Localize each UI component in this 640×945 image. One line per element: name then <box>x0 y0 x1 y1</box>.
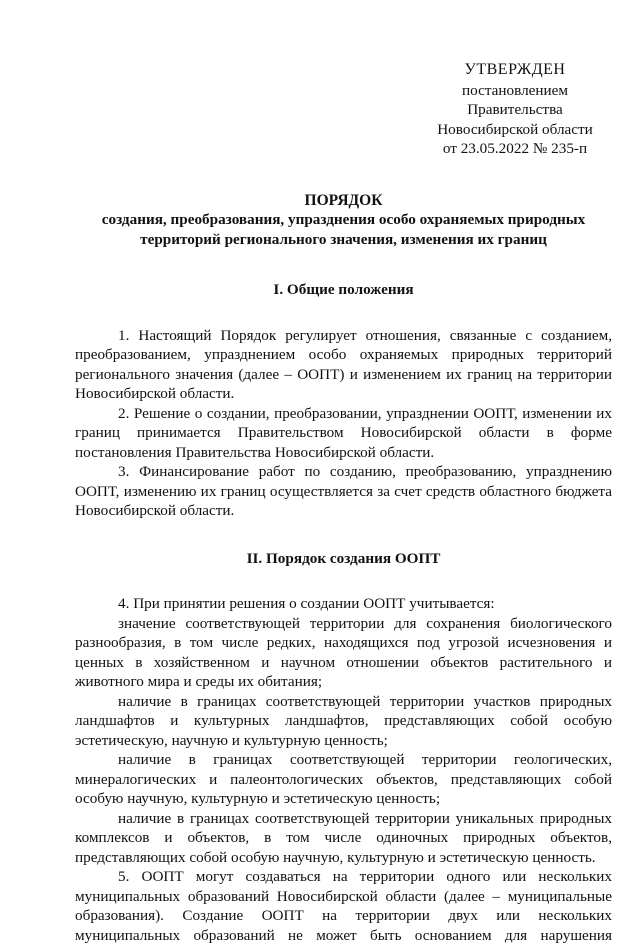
section-2-heading: II. Порядок создания ООПТ <box>246 549 441 567</box>
paragraph-3: 3. Финансирование работ по созданию, преобразованию, упразднению ООПТ, изменению их границ осуществляется за счет средств областного бюджета Новосибирской области. <box>75 463 612 519</box>
document-subtitle-line-1: создания, преобразования, упразднения особо охраняемых природных <box>101 211 586 228</box>
paragraph-4-item-c: наличие в границах соответствующей территории геологических, минералогических и палеонтологических объектов, представляющих собой особую научную, культурную и эстетическую ценность; <box>75 751 612 807</box>
paragraph-4: 4. При принятии решения о создании ООПТ учитывается: <box>118 595 495 612</box>
approval-line-1: постановлением Правительства <box>461 81 569 118</box>
approval-line-3: от 23.05.2022 № 235-п <box>442 140 588 157</box>
approval-title: УТВЕРЖДЕН <box>464 61 566 78</box>
section-1-heading: I. Общие положения <box>273 281 414 298</box>
paragraph-4-item-d: наличие в границах соответствующей территории уникальных природных комплексов и объектов, в том числе одиночных природных объектов, представляющих собой особую научную, культурную и эстетическую ценность. <box>75 809 612 866</box>
document-subtitle-line-2: территорий регионального значения, изменения их границ <box>140 230 547 248</box>
paragraph-2: 2. Решение о создании, преобразовании, упразднении ООПТ, изменении их границ принимается Правительством Новосибирской области в форме постановления Правительства Новосибирской области. <box>75 404 612 461</box>
paragraph-4-item-a: значение соответствующей территории для сохранения биологического разнообразия, в том числе редких, находящихся под угрозой исчезновения и ценных в хозяйственном и научном отношении объектов растительного и животного мира и среды их обитания; <box>75 614 612 690</box>
paragraph-4-item-b: наличие в границах соответствующей территории участков природных ландшафтов и культурных ландшафтов, представляющих собой особую эстетическую, научную и культурную ценность; <box>75 692 612 749</box>
document-title: ПОРЯДОК <box>304 191 383 209</box>
document-title-block <box>75 191 612 250</box>
approval-line-2: Новосибирской области <box>437 120 593 138</box>
approval-stamp-block <box>415 60 615 159</box>
paragraph-5: 5. ООПТ могут создаваться на территории одного или нескольких муниципальных образований Новосибирской области (далее – муниципальные образования). Создание ООПТ на территории двух или нескольких муниципальных образований не может быть основанием для нарушения <box>75 868 612 944</box>
paragraph-1: 1. Настоящий Порядок регулирует отношения, связанные с созданием, преобразованием, упразднением особо охраняемых природных территорий регионального значения (далее – ООПТ) и изменением их границ на территории Новосибирской области. <box>75 326 612 402</box>
